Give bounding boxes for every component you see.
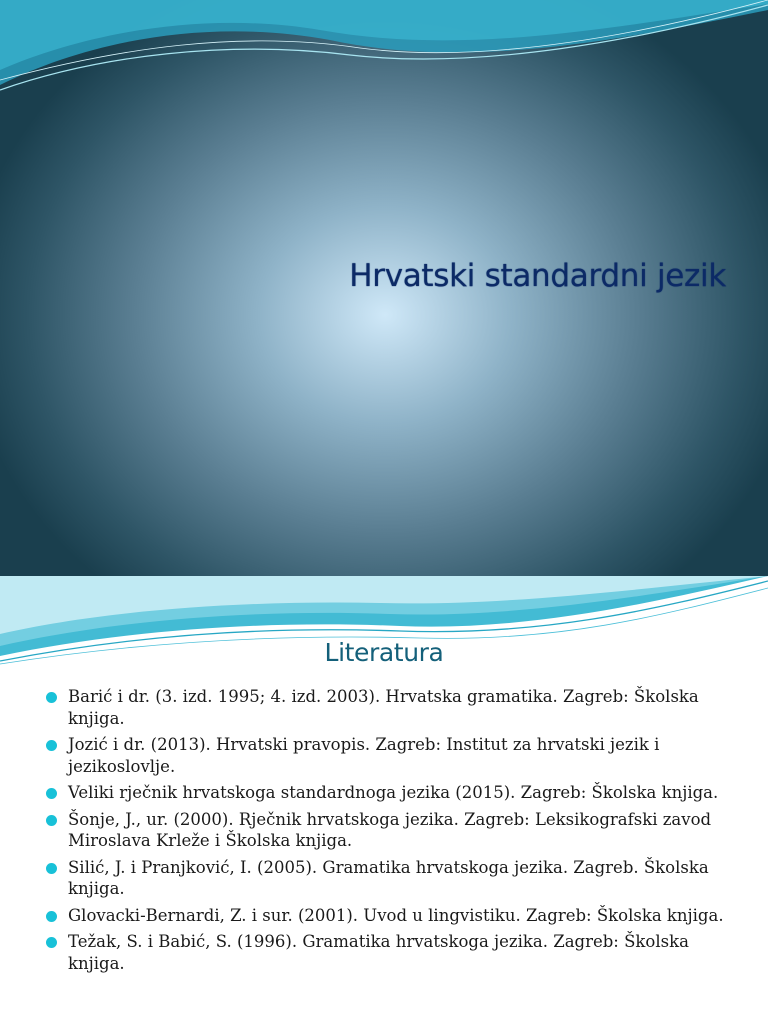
reference-item xyxy=(46,734,736,777)
literatura-title: Literatura xyxy=(324,638,444,667)
reference-item xyxy=(46,931,736,974)
bullet-icon xyxy=(46,937,57,948)
bullet-icon xyxy=(46,740,57,751)
reference-item xyxy=(46,686,736,729)
bullet-icon xyxy=(46,911,57,922)
bullet-icon xyxy=(46,815,57,826)
bullet-icon xyxy=(46,863,57,874)
reference-item xyxy=(46,809,736,852)
reference-item xyxy=(46,905,736,927)
reference-text: Glovacki-Bernardi, Z. i sur. (2001). Uvod u lingvistiku. Zagreb: Školska knjiga. xyxy=(68,905,724,925)
bullet-icon xyxy=(46,788,57,799)
reference-list xyxy=(46,686,736,979)
bullet-icon xyxy=(46,692,57,703)
slide-literatura xyxy=(0,576,768,1024)
reference-item xyxy=(46,782,736,804)
reference-item xyxy=(46,857,736,900)
reference-text: Barić i dr. (3. izd. 1995; 4. izd. 2003). Hrvatska gramatika. Zagreb: Školska knjiga. xyxy=(68,687,699,728)
reference-text: Šonje, J., ur. (2000). Rječnik hrvatskoga jezika. Zagreb: Leksikografski zavod Miroslava Krleže i Školska knjiga. xyxy=(68,809,712,850)
slide-title-text: Hrvatski standardni jezik xyxy=(349,258,726,294)
reference-text: Veliki rječnik hrvatskoga standardnoga jezika (2015). Zagreb: Školska knjiga. xyxy=(68,783,719,802)
reference-text: Težak, S. i Babić, S. (1996). Gramatika hrvatskoga jezika. Zagreb: Školska knjiga. xyxy=(68,932,689,973)
reference-text: Jozić i dr. (2013). Hrvatski pravopis. Zagreb: Institut za hrvatski jezik i jezikoslovlje. xyxy=(68,735,660,776)
wave-decoration-top xyxy=(0,0,768,100)
reference-text: Silić, J. i Pranjković, I. (2005). Gramatika hrvatskoga jezika. Zagreb. Školska knjiga. xyxy=(68,857,709,898)
